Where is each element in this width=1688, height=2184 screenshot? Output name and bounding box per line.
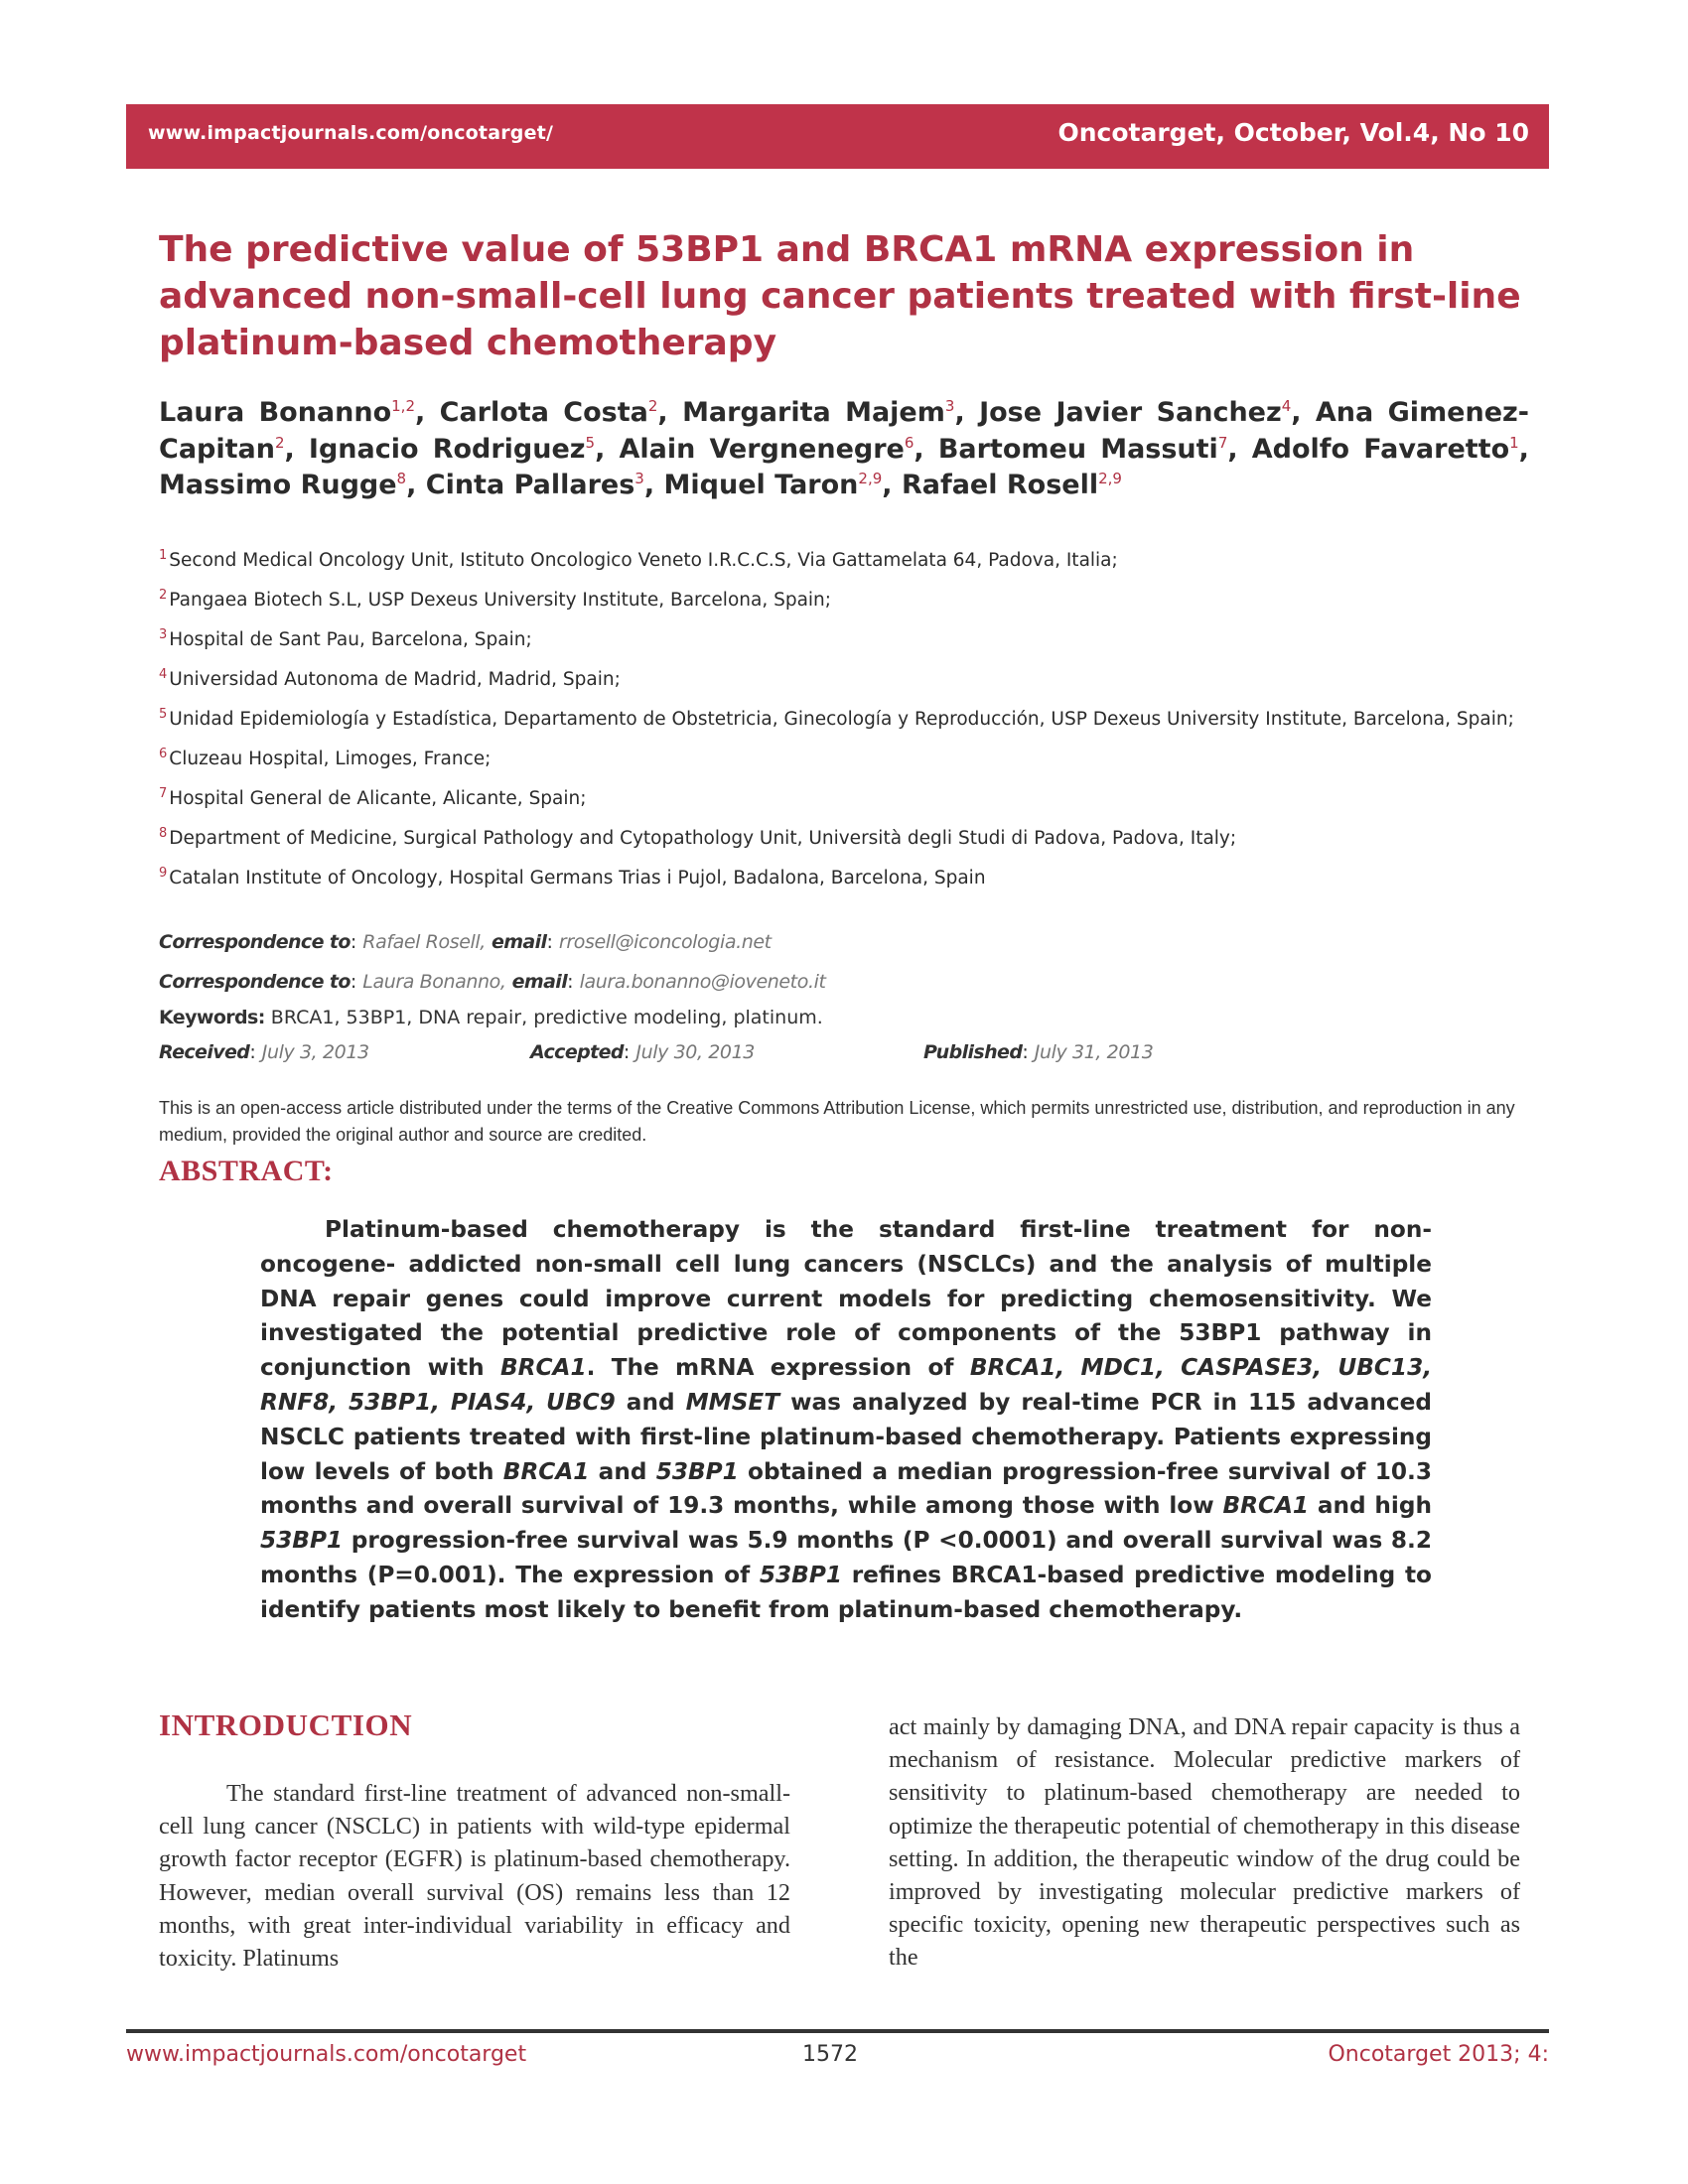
gene-name: BRCA1 bbox=[499, 1354, 587, 1382]
affiliation-item bbox=[159, 588, 1529, 614]
affiliation-number: 5 bbox=[159, 706, 168, 722]
abstract-segment: Platinum-based chemotherapy is the standard first-line treatment for non-oncogene- addicted non-small cell lung cancers (NSCLCs) and the analysis of multiple DNA repair genes could improve current models for predicting chemosensitivity. We investigated the potential predictive role of components of the 53BP1 pathway in conjunction with bbox=[260, 1216, 1432, 1382]
journal-issue-info: Oncotarget, October, Vol.4, No 10 bbox=[1057, 118, 1529, 147]
abstract-heading: ABSTRACT: bbox=[159, 1155, 334, 1187]
affiliation-text: Universidad Autonoma de Madrid, Madrid, Spain; bbox=[169, 669, 621, 690]
footer-journal-link[interactable]: www.impactjournals.com/oncotarget bbox=[126, 2042, 527, 2067]
author-name: Bartomeu Massuti bbox=[937, 433, 1218, 465]
author-name: Cinta Pallares bbox=[425, 470, 635, 500]
affiliation-item bbox=[159, 866, 1529, 891]
author-affiliation-ref: 7 bbox=[1217, 433, 1228, 452]
correspondence-label: Correspondence to bbox=[159, 971, 351, 993]
affiliation-text: Hospital de Sant Pau, Barcelona, Spain; bbox=[169, 629, 532, 650]
email-label: email bbox=[511, 971, 568, 993]
affiliation-text: Cluzeau Hospital, Limoges, France; bbox=[169, 749, 492, 769]
affiliation-text: Hospital General de Alicante, Alicante, Spain; bbox=[169, 788, 587, 809]
license-statement: This is an open-access article distributed under the terms of the Creative Commons Attribution License, which permits unrestricted use, distribution, and reproduction in any medium, provided the original author and source are credited. bbox=[159, 1098, 1515, 1145]
author-name: Miquel Taron bbox=[663, 470, 859, 500]
introduction-heading: INTRODUCTION bbox=[159, 1707, 413, 1742]
gene-name: 53BP1 bbox=[655, 1457, 739, 1485]
published-label: Published bbox=[923, 1041, 1023, 1063]
gene-name: BRCA1 bbox=[1222, 1492, 1310, 1520]
author-name: Margarita Majem bbox=[682, 397, 945, 428]
affiliation-item bbox=[159, 627, 1529, 653]
keywords-line bbox=[159, 1007, 1529, 1028]
received-label: Received bbox=[159, 1041, 250, 1063]
author-name: Massimo Rugge bbox=[159, 470, 397, 500]
affiliation-item bbox=[159, 747, 1529, 772]
abstract-segment: obtained a median progression-free survival of 10.3 months and overall survival of 19.3 months, while among those with low bbox=[260, 1457, 1432, 1520]
page-number: 1572 bbox=[802, 2042, 858, 2067]
author-affiliation-ref: 1 bbox=[1509, 433, 1519, 452]
affiliation-item bbox=[159, 667, 1529, 693]
affiliation-text: Department of Medicine, Surgical Pathology and Cytopathology Unit, Università degli Studi di Padova, Padova, Italy; bbox=[169, 828, 1237, 849]
author-name: Ana Gimenez-Capitan bbox=[159, 397, 1529, 465]
introduction-right-column: act mainly by damaging DNA, and DNA repair capacity is thus a mechanism of resistance. Molecular predictive markers of sensitivity to platinum-based chemotherapy are needed to optimize the therapeutic potential of chemotherapy in this disease setting. In addition, the therapeutic window of the drug could be improved by investigating molecular predictive markers of specific toxicity, opening new therapeutic perspectives such as the bbox=[889, 1713, 1520, 1972]
article-title: The predictive value of 53BP1 and BRCA1 mRNA expression in advanced non-small-cell lung cancer patients treated with first-line platinum-based chemotherapy bbox=[159, 229, 1521, 363]
affiliation-item bbox=[159, 707, 1529, 733]
footer-divider bbox=[126, 2029, 1549, 2033]
journal-url-link[interactable]: www.impactjournals.com/oncotarget/ bbox=[148, 122, 554, 144]
author-affiliation-ref: 6 bbox=[904, 433, 914, 452]
affiliation-number: 9 bbox=[159, 865, 168, 881]
author-affiliation-ref: 8 bbox=[396, 470, 407, 487]
journal-header-bar bbox=[126, 104, 1549, 169]
affiliation-text: Second Medical Oncology Unit, Istituto Oncologico Veneto I.R.C.C.S, Via Gattamelata 64, Padova, Italia; bbox=[169, 550, 1118, 571]
abstract-segment: and bbox=[589, 1457, 656, 1485]
author-affiliation-ref: 4 bbox=[1281, 397, 1292, 415]
accepted-date: Accepted: July 30, 2013 bbox=[530, 1041, 755, 1063]
author-name: Carlota Costa bbox=[439, 397, 648, 428]
affiliation-text: Unidad Epidemiología y Estadística, Departamento de Obstetricia, Ginecología y Reproducción, USP Dexeus University Institute, Barcelona, Spain; bbox=[169, 709, 1514, 730]
affiliation-text: Pangaea Biotech S.L, USP Dexeus University Institute, Barcelona, Spain; bbox=[169, 590, 832, 611]
abstract-segment: refines BRCA1-based predictive modeling to identify patients most likely to benefit from platinum-based chemotherapy. bbox=[260, 1561, 1432, 1623]
abstract-segment: . The mRNA expression of bbox=[586, 1354, 970, 1382]
affiliation-item bbox=[159, 826, 1529, 852]
accepted-value: July 30, 2013 bbox=[635, 1041, 755, 1063]
affiliation-number: 7 bbox=[159, 785, 168, 801]
affiliation-number: 6 bbox=[159, 746, 168, 761]
author-affiliation-ref: 2,9 bbox=[1098, 470, 1122, 487]
affiliation-number: 4 bbox=[159, 666, 168, 682]
affiliation-text: Catalan Institute of Oncology, Hospital Germans Trias i Pujol, Badalona, Barcelona, Spain bbox=[169, 868, 986, 888]
correspondence-name: Rafael Rosell, bbox=[362, 931, 486, 953]
affiliation-number: 2 bbox=[159, 587, 168, 603]
author-name: Alain Vergnenegre bbox=[619, 433, 905, 465]
abstract-segment: and high bbox=[1309, 1492, 1432, 1520]
author-name: Adolfo Favaretto bbox=[1251, 433, 1510, 465]
affiliation-item bbox=[159, 786, 1529, 812]
correspondence-1: Correspondence to: Rafael Rosell, email: rrosell@iconcologia.net bbox=[159, 931, 772, 953]
author-affiliation-ref: 2 bbox=[274, 433, 285, 452]
gene-name: MMSET bbox=[685, 1388, 780, 1416]
received-value: July 3, 2013 bbox=[261, 1041, 369, 1063]
gene-name: BRCA1, MDC1, CASPASE3, UBC13, RNF8, 53BP1, PIAS4, UBC9 bbox=[260, 1354, 1433, 1416]
author-affiliation-ref: 1,2 bbox=[391, 397, 415, 415]
gene-name: 53BP1 bbox=[260, 1527, 344, 1555]
gene-name: BRCA1 bbox=[502, 1457, 590, 1485]
published-date: Published: July 31, 2013 bbox=[923, 1041, 1154, 1063]
author-name: Rafael Rosell bbox=[901, 470, 1099, 500]
author-list: Laura Bonanno$^{1,2}$, Carlota Costa$^2$, Margarita Majem$^3$, Jose Javier Sanchez$^4$, Ana Gimenez-Capitan$^2$, Ignacio Rodriguez$^5$, Alain Vergnenegre$^6$, Bartomeu Massuti$^7$, Adolfo Favaretto$^1$, Massimo Rugge$^8$, Cinta Pallares$^3$, Miquel Taron$^{2,9}$, Rafael Rosell$^{2,9}$ bbox=[159, 397, 1529, 500]
author-affiliation-ref: 3 bbox=[944, 397, 955, 415]
affiliation-number: 8 bbox=[159, 825, 168, 841]
author-name: Jose Javier Sanchez bbox=[979, 397, 1282, 428]
author-affiliation-ref: 5 bbox=[585, 433, 596, 452]
affiliation-list bbox=[159, 548, 1529, 905]
author-name: Laura Bonanno bbox=[159, 397, 392, 428]
correspondence-email[interactable]: rrosell@iconcologia.net bbox=[558, 931, 772, 953]
author-affiliation-ref: 3 bbox=[634, 470, 644, 487]
introduction-left-column: The standard first-line treatment of advanced non-small-cell lung cancer (NSCLC) in patients with wild-type epidermal growth factor receptor (EGFR) is platinum-based chemotherapy. However, median overall survival (OS) remains less than 12 months, with great inter-individual variability in efficacy and toxicity. Platinums bbox=[159, 1780, 790, 1973]
correspondence-label: Correspondence to bbox=[159, 931, 351, 953]
accepted-label: Accepted bbox=[530, 1041, 624, 1063]
keywords-value: BRCA1, 53BP1, DNA repair, predictive modeling, platinum. bbox=[270, 1007, 823, 1028]
gene-name: 53BP1 bbox=[759, 1561, 842, 1588]
affiliation-number: 3 bbox=[159, 626, 168, 642]
affiliation-item bbox=[159, 548, 1529, 574]
author-affiliation-ref: 2 bbox=[647, 397, 658, 415]
affiliation-number: 1 bbox=[159, 547, 168, 563]
correspondence-2: Correspondence to: Laura Bonanno, email: laura.bonanno@ioveneto.it bbox=[159, 971, 826, 993]
published-value: July 31, 2013 bbox=[1034, 1041, 1154, 1063]
author-affiliation-ref: 2,9 bbox=[858, 470, 883, 487]
email-label: email bbox=[491, 931, 547, 953]
abstract-segment: was analyzed by real-time PCR in 115 advanced NSCLC patients treated with first-line platinum-based chemotherapy. Patients expressing low levels of both bbox=[260, 1388, 1432, 1485]
correspondence-email[interactable]: laura.bonanno@ioveneto.it bbox=[579, 971, 826, 993]
footer-citation: Oncotarget 2013; 4: bbox=[1328, 2042, 1549, 2067]
received-date: Received: July 3, 2013 bbox=[159, 1041, 369, 1063]
correspondence-name: Laura Bonanno, bbox=[362, 971, 506, 993]
abstract-segment: progression-free survival was 5.9 months (P <0.0001) and overall survival was 8.2 months (P=0.001). The expression of bbox=[260, 1527, 1432, 1588]
abstract-segment: and bbox=[615, 1388, 686, 1416]
author-name: Ignacio Rodriguez bbox=[308, 433, 586, 465]
abstract-text bbox=[260, 1213, 1432, 1628]
keywords-label: Keywords: bbox=[159, 1007, 265, 1028]
